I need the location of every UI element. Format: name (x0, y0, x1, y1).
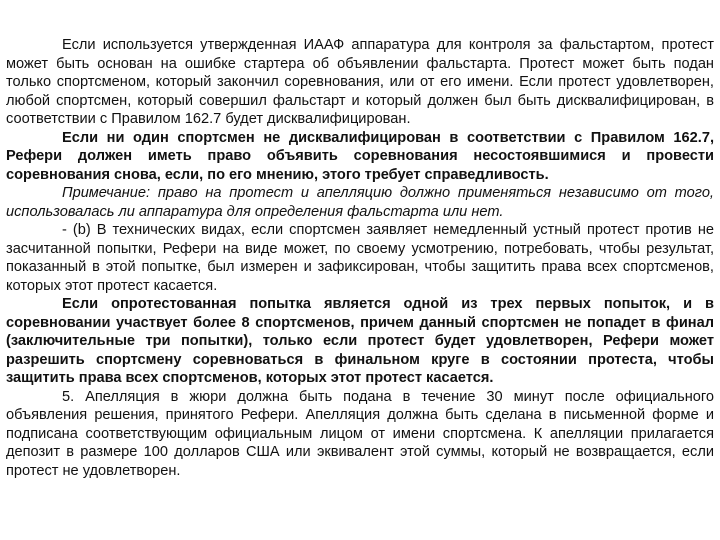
paragraph-referee-restart: Если ни один спортсмен не дисквалифицирован в соответствии с Правилом 162.7, Рефери должен иметь право объявить соревнования несостоявшимися и провести соревнования снова, если, по его мнению, этого требует справедливость. (6, 129, 714, 183)
paragraph-jury-appeal: 5. Апелляция в жюри должна быть подана в течение 30 минут после официального объявления решения, принятого Рефери. Апелляция должна быть сделана в письменной форме и подписана соответствующим официальным лицом от имени спортсмена. К апелляции прилагается депозит в размере 100 долларов США или эквивалент этой суммы, который не возвращается, если протест не удовлетворен. (6, 388, 714, 479)
paragraph-protested-attempt: Если опротестованная попытка является одной из трех первых попыток, и в соревновании участвует более 8 спортсменов, причем данный спортсмен не попадет в финал (заключительные три попытки), только если протест будет удовлетворен, Рефери может разрешить спортсмену соревноваться в финальном круге в состоянии протеста, чтобы защитить права всех спортсменов, которых этот протест касается. (6, 296, 714, 386)
paragraph-false-start-equipment: Если используется утвержденная ИААФ аппаратура для контроля за фальстартом, протест может быть основан на ошибке стартера об объявлении фальстарта. Протест может быть подан только спортсменом, который закончил соревнования, или от его имени. Если протест удовлетворен, любой спортсмен, который совершил фальстарт и который должен был быть дисквалифицирован, в соответствии с Правилом 162.7 будет дисквалифицирован. (6, 37, 714, 127)
paragraph-technical-events: - (b) В технических видах, если спортсмен заявляет немедленный устный протест против не засчитанной попытки, Рефери на виде может, по своему усмотрению, потребовать, чтобы результат, показанный в этой попытке, был измерен и зафиксирован, чтобы защитить права всех спортсменов, которых этот протест касается. (6, 222, 714, 294)
document-page (6, 36, 714, 480)
paragraph-note: Примечание: право на протест и апелляцию должно применяться независимо от того, использовалась ли аппаратура для определения фальстарта или нет. (6, 185, 714, 220)
